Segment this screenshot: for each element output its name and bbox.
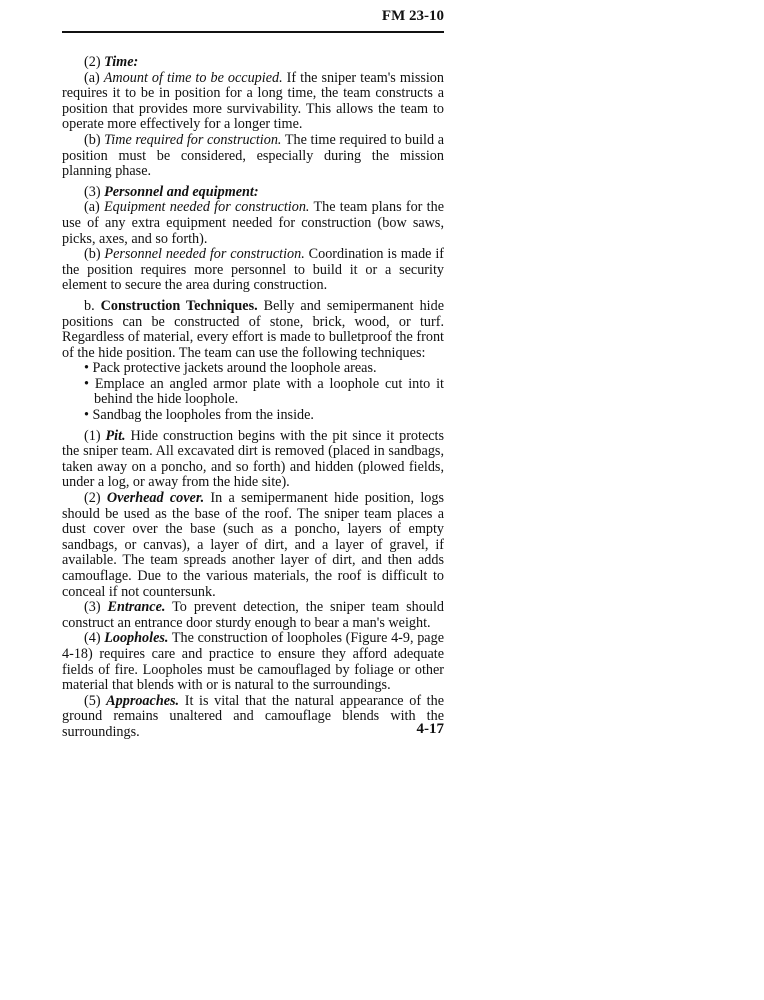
personnel-b-title: Personnel needed for construction. [104,246,305,263]
personnel-heading-text: Personnel and equipment: [104,183,259,200]
bullet-item: • Emplace an angled armor plate with a loophole cut into it behind the hide loophole. [84,375,444,408]
item-overhead-cover: (2) Overhead cover. In a semipermanent hide position, logs should be used as the base of the roof. The sniper team places a dust cover over the base (such as a poncho, layers of empty sandbags, or canvas), a layer of dirt, and a layer of gravel, if available. The team spreads another layer of dirt, and then adds camouflage. Due to the various materials, the roof is difficult to conceal if not countersunk. [62,490,444,600]
bullet-item: • Sandbag the loopholes from the inside. [84,407,314,424]
page-body [62,55,444,741]
techniques-heading: Construction Techniques. [100,297,258,314]
personnel-b-text: Coordination is made if the position requires more personnel to build it or a security element to secure the area during construction. [62,246,444,294]
bullet-item: • Pack protective jackets around the loophole areas. [84,360,377,377]
item-pit: (1) Pit. Hide construction begins with the pit since it protects the sniper team. All excavated dirt is removed (placed in sandbags, taken away on a poncho, and so forth) and hidden (plowed fields, under a log, or away from the hide site). [62,427,445,491]
item-title: Loopholes. [104,630,169,647]
item-text: To prevent detection, the sniper team should construct an entrance door sturdy enough to bear a man's weight. [62,599,444,631]
item-title: Entrance. [107,599,166,616]
manual-id: FM 23-10 [381,8,444,24]
time-a-text: If the sniper team's mission requires it to be in position for a long time, the team constructs a position that provides more survivability. This allows the team to operate more effectively for a longer time. [62,69,444,133]
time-paragraph-a: (a) Amount of time to be occupied. If the sniper team's mission requires it to be in position for a long time, the team constructs a position that provides more survivability. This allows the team to operate more effectively for a longer time. [62,69,444,133]
time-b-text: The time required to build a position must be considered, especially during the mission planning phase. [62,131,445,180]
item-title: Overhead cover. [106,490,205,507]
personnel-paragraph-a: (a) Equipment needed for construction. The team plans for the use of any extra equipment needed for construction (bow saws, picks, axes, and so forth). [62,199,444,247]
time-paragraph-b: (b) Time required for construction. The time required to build a position must be considered, especially during the mission planning phase. [62,131,445,180]
personnel-a-text: The team plans for the use of any extra equipment needed for construction (bow saws, picks, axes, and so forth). [62,199,444,247]
personnel-heading: (3) Personnel and equipment: [84,183,259,200]
item-text: In a semipermanent hide position, logs should be used as the base of the roof. The sniper team places a dust cover over the base (such as a poncho, layers of empty sandbags, or canvas), a layer of dirt, and a layer of gravel, if available. The team spreads another layer of dirt, and then adds camouflage. Due to the various materials, the roof is difficult to conceal if not countersunk. [62,490,444,600]
time-a-title: Amount of time to be occupied. [103,69,283,86]
item-title: Approaches. [106,692,180,709]
item-loopholes: (4) Loopholes. The construction of loopholes (Figure 4-9, page 4-18) requires care and practice to ensure they afford adequate fields of fire. Loopholes must be camouflaged by foliage or other material that blends with or is natural to the surroundings. [62,630,444,694]
item-title: Pit. [105,427,126,444]
item-text: Hide construction begins with the pit since it protects the sniper team. All excavated dirt is removed (placed in sandbags, taken away on a poncho, and so forth) and hidden (plowed fields, under a log, or away from the hide site). [62,427,445,491]
techniques-text: Belly and semipermanent hide positions can be constructed of stone, brick, wood, or turf. Regardless of material, every effort is made to bulletproof the front of the hide position. The team can use the following techniques: [62,297,444,361]
page-number: 4-17 [416,721,444,737]
item-approaches: (5) Approaches. It is vital that the natural appearance of the ground remains unaltered and camouflage blends with the surroundings. [62,692,444,740]
personnel-paragraph-b: (b) Personnel needed for construction. Coordination is made if the position requires more personnel to build it or a security element to secure the area during construction. [62,246,444,294]
time-heading-text: Time: [104,54,139,70]
header-rule [62,31,444,33]
item-text: It is vital that the natural appearance of the ground remains unaltered and camouflage blends with the surroundings. [62,692,444,740]
item-entrance: (3) Entrance. To prevent detection, the sniper team should construct an entrance door sturdy enough to bear a man's weight. [62,599,444,631]
item-text: The construction of loopholes (Figure 4-9, page 4-18) requires care and practice to ensure they afford adequate fields of fire. Loopholes must be camouflaged by foliage or other material that blends with or is natural to the surroundings. [62,630,444,694]
time-b-title: Time required for construction. [104,131,282,148]
techniques-paragraph: b. Construction Techniques. Belly and semipermanent hide positions can be constructed of stone, brick, wood, or turf. Regardless of material, every effort is made to bulletproof the front of the hide position. The team can use the following techniques: [62,297,444,361]
time-heading: (2) Time: [84,54,139,70]
personnel-a-title: Equipment needed for construction. [104,199,310,216]
